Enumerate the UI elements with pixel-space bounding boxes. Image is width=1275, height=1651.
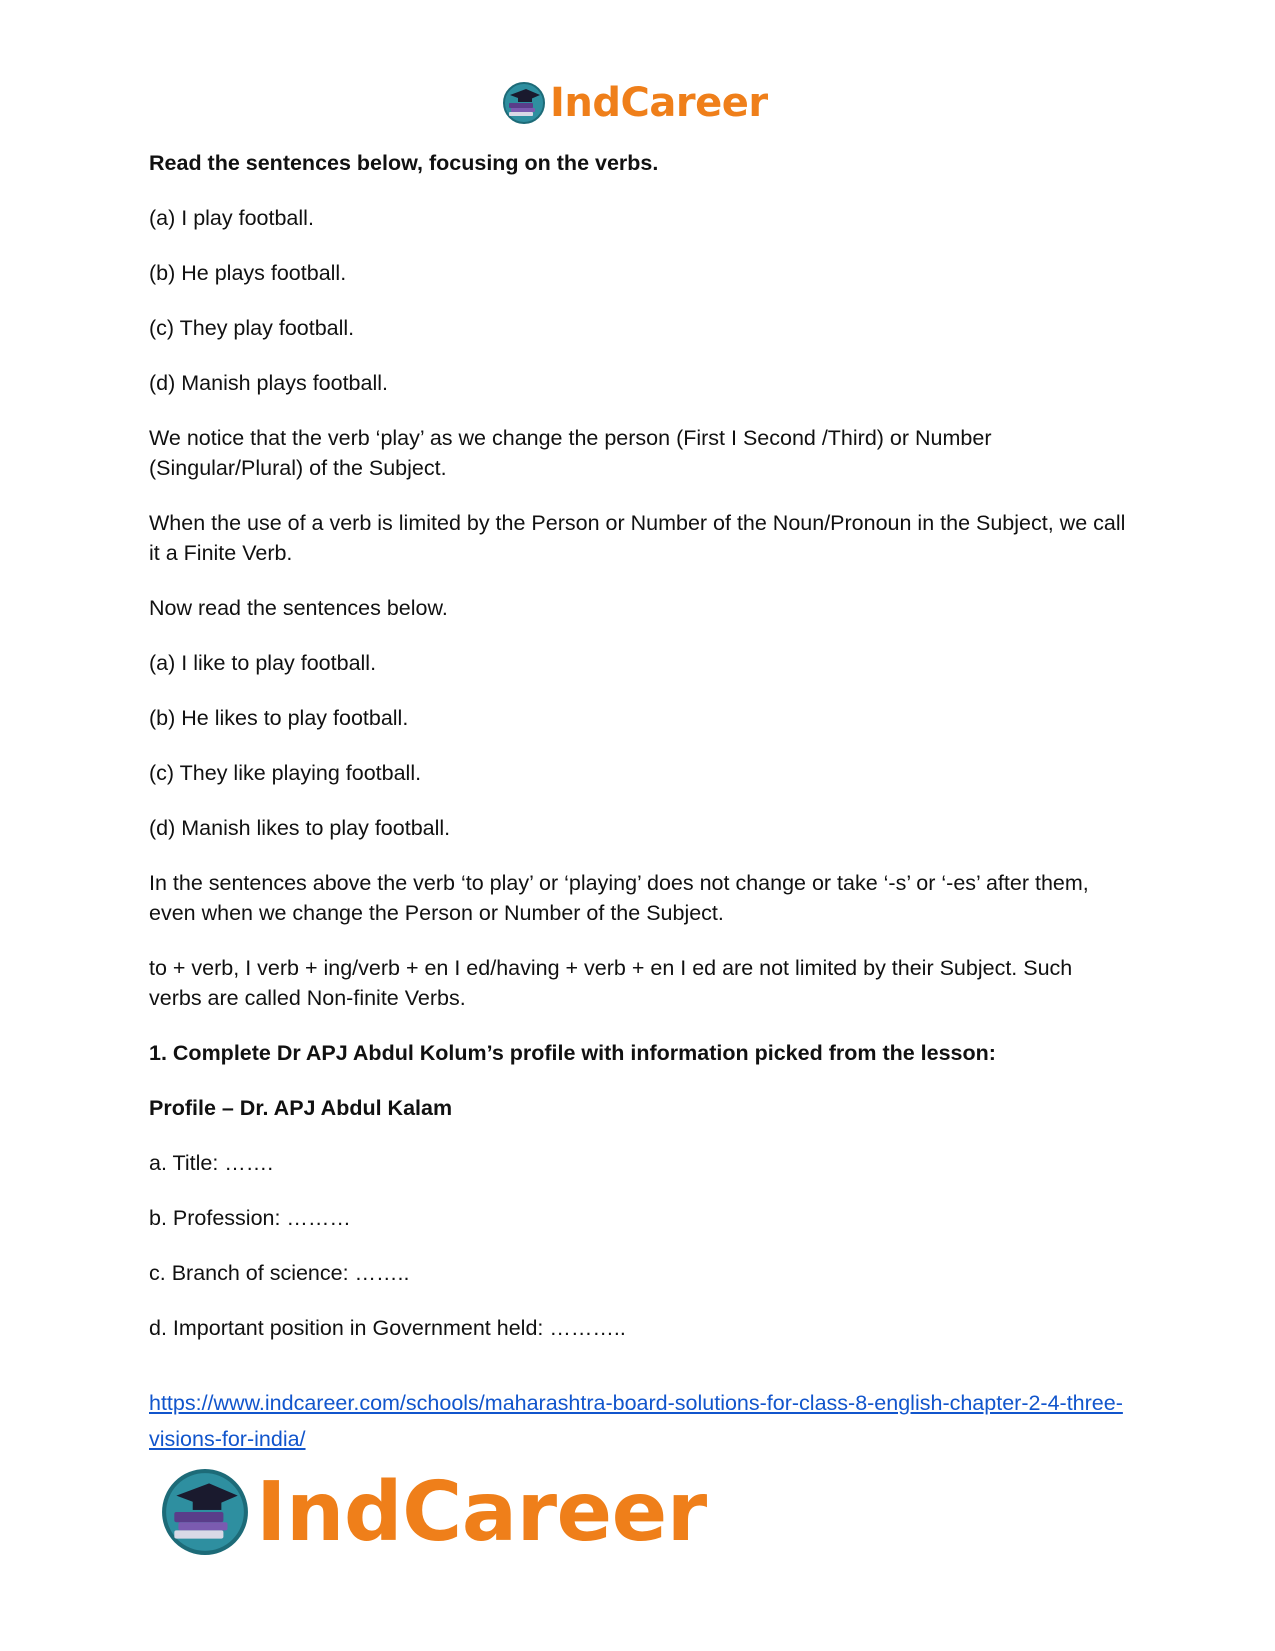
paragraph: (d) Manish plays football. <box>149 371 388 395</box>
paragraph: (a) I play football. <box>149 206 314 230</box>
graduation-cap-books-globe-icon <box>160 1467 250 1557</box>
paragraph: (b) He likes to play football. <box>149 706 409 730</box>
brand-name: IndCareer <box>550 80 768 126</box>
paragraph: d. Important position in Government held: ……….. <box>149 1316 626 1340</box>
paragraph: In the sentences above the verb ‘to play’ or ‘playing’ does not change or take ‘-s’ or ‘-es’ after them, even when we change the Person or Number of the Subject. <box>149 871 1089 925</box>
heading: 1. Complete Dr APJ Abdul Kolum’s profile with information picked from the lesson: <box>149 1041 996 1065</box>
header-logo <box>502 80 768 126</box>
paragraph: (c) They play football. <box>149 316 355 340</box>
heading: Read the sentences below, focusing on the verbs. <box>149 151 659 175</box>
source-link[interactable]: https://www.indcareer.com/schools/maharashtra-board-solutions-for-class-8-english-chapter-2-4-three-visions-for-india/ <box>149 1391 1123 1451</box>
paragraph: When the use of a verb is limited by the Person or Number of the Noun/Pronoun in the Subject, we call it a Finite Verb. <box>149 511 1126 565</box>
footer-logo <box>160 1466 707 1558</box>
document-body <box>149 148 1129 1457</box>
paragraph: Now read the sentences below. <box>149 596 448 620</box>
heading: Profile – Dr. APJ Abdul Kalam <box>149 1096 453 1120</box>
paragraph: b. Profession: ……… <box>149 1206 351 1230</box>
paragraph: (b) He plays football. <box>149 261 347 285</box>
paragraph: c. Branch of science: …….. <box>149 1261 410 1285</box>
paragraph: to + verb, I verb + ing/verb + en I ed/having + verb + en I ed are not limited by their Subject. Such verbs are called Non-finite Verbs. <box>149 956 1073 1010</box>
paragraph: a. Title: ……. <box>149 1151 274 1175</box>
paragraph: We notice that the verb ‘play’ as we change the person (First I Second /Third) or Number (Singular/Plural) of the Subject. <box>149 426 992 480</box>
brand-name: IndCareer <box>256 1464 707 1560</box>
paragraph: (c) They like playing football. <box>149 761 422 785</box>
graduation-cap-books-globe-icon <box>502 81 546 125</box>
paragraph: (d) Manish likes to play football. <box>149 816 451 840</box>
paragraph: (a) I like to play football. <box>149 651 377 675</box>
